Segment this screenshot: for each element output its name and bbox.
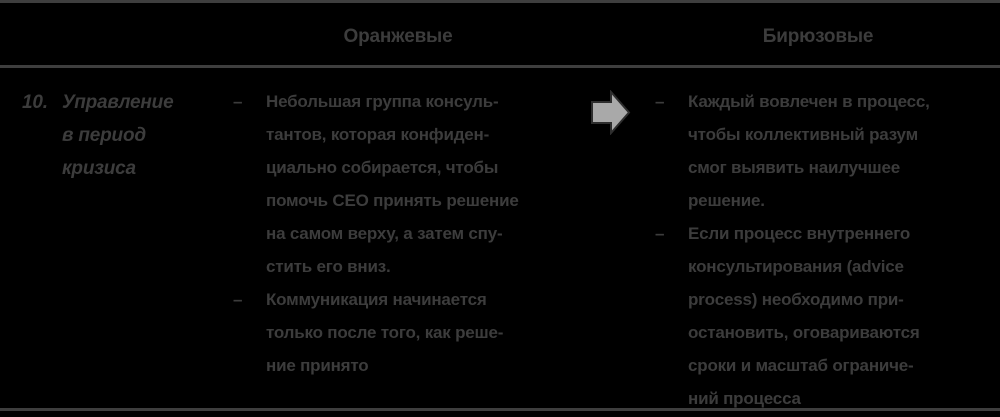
list-item: [655, 217, 995, 415]
bullet-text: Если процесс внутреннего консультирования (advice process) необходимо при- остановить, оговариваются сроки и масштаб ограниче- ний процесса: [688, 224, 920, 408]
right-arrow-icon: [591, 90, 631, 135]
bottom-rule: [0, 408, 1000, 411]
bullet-text: Коммуникация начинается только после того, как реше- ние принято: [266, 290, 504, 375]
bullet-dash: –: [233, 290, 243, 309]
bullet-text: Каждый вовлечен в процесс, чтобы коллективный разум смог выявить наилучшее решение.: [688, 92, 930, 210]
teal-column-bullets: [655, 85, 995, 415]
list-item: [233, 85, 573, 283]
list-item: [655, 85, 995, 217]
list-item: [233, 283, 573, 382]
header-separator-rule: [0, 65, 1000, 68]
row-title-crisis-management: [22, 86, 173, 185]
column-header-teal: Бирюзовые: [762, 26, 874, 47]
bullet-dash: –: [655, 224, 665, 243]
row-title-text: Управление в период кризиса: [62, 92, 174, 179]
top-rule: [0, 0, 1000, 3]
column-header-orange: Оранжевые: [343, 26, 453, 47]
bullet-dash: –: [655, 92, 665, 111]
row-number: 10.: [22, 92, 48, 113]
bullet-dash: –: [233, 92, 243, 111]
bullet-text: Небольшая группа консуль- тантов, которая конфиден- циально собирается, чтобы помочь CEO принять решение на самом верху, а затем спу- стить его вниз.: [266, 92, 519, 276]
orange-column-bullets: [233, 85, 573, 382]
